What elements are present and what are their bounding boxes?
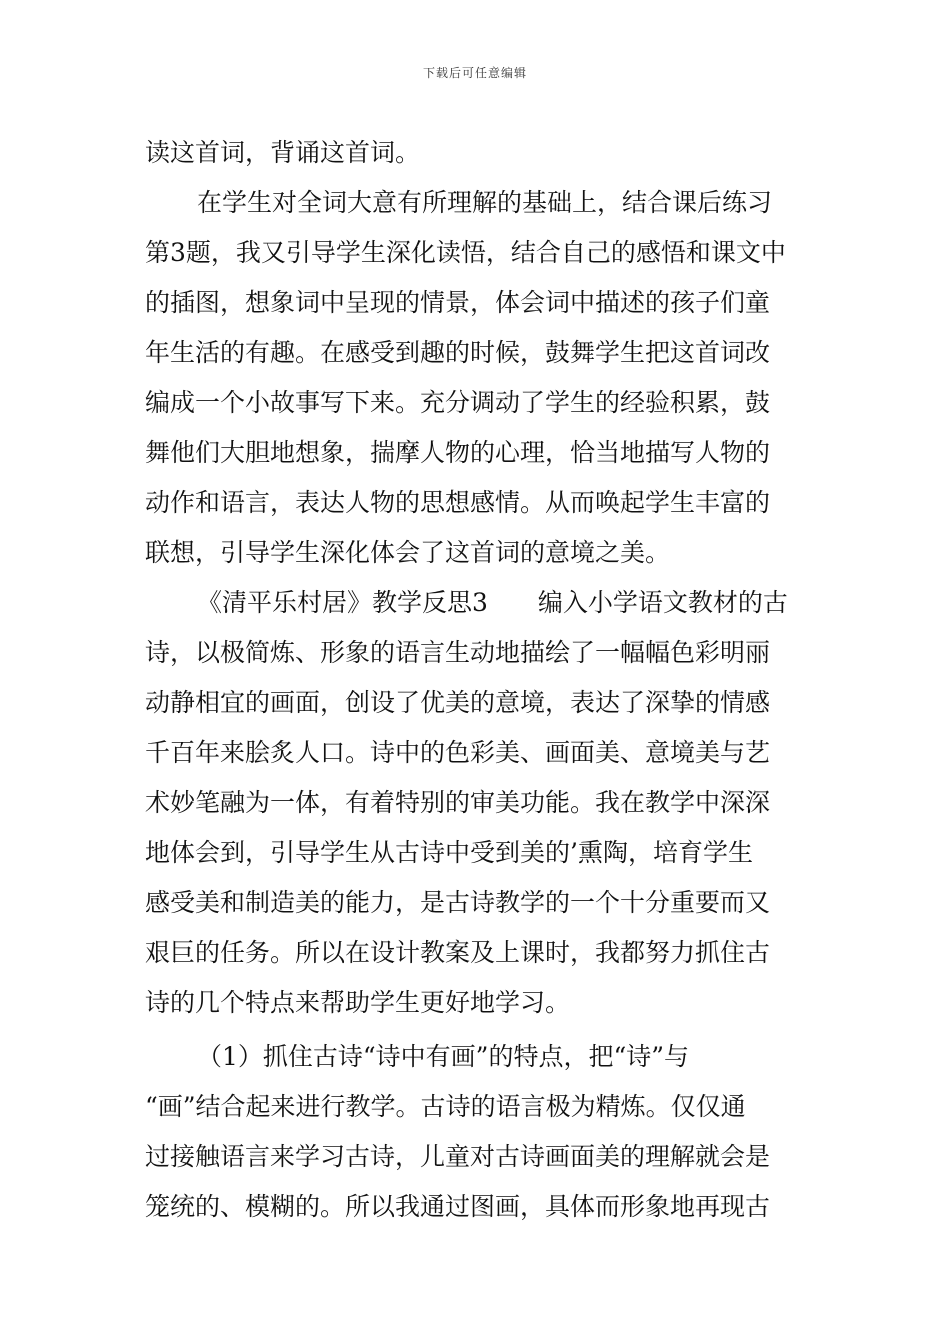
text-line: 第3题，我又引导学生深化读悟，结合自己的感悟和课文中 (145, 238, 786, 267)
text-line: 读这首词，背诵这首词。 (145, 138, 421, 167)
text-line: 编成一个小故事写下来。充分调动了学生的经验积累，鼓 (145, 388, 771, 417)
text-line: （1）抓住古诗“诗中有画”的特点，把“诗”与 (197, 1042, 690, 1071)
text-line: 动作和语言，表达人物的思想感情。从而唤起学生丰富的 (145, 488, 771, 517)
text-line: 的插图，想象词中呈现的情景，体会词中描述的孩子们童 (145, 288, 771, 317)
text-line: 联想，引导学生深化体会了这首词的意境之美。 (145, 538, 671, 567)
text-line: 在学生对全词大意有所理解的基础上，结合课后练习 (197, 188, 773, 217)
text-line: 感受美和制造美的能力，是古诗教学的一个十分重要而又 (145, 888, 771, 917)
text-line: 艰巨的任务。所以在设计教案及上课时，我都努力抓住古 (145, 938, 771, 967)
text-line: 诗，以极简炼、形象的语言生动地描绘了一幅幅色彩明丽 (145, 638, 771, 667)
text-line: 诗的几个特点来帮助学生更好地学习。 (145, 988, 571, 1017)
text-line: 动静相宜的画面，创设了优美的意境，表达了深挚的情感 (145, 688, 771, 717)
page-header: 下载后可任意编辑 (422, 66, 527, 80)
text-line: 年生活的有趣。在感受到趣的时候，鼓舞学生把这首词改 (145, 338, 771, 367)
text-line: 地体会到，引导学生从古诗中受到美的’熏陶，培育学生 (145, 838, 753, 867)
text-line: 术妙笔融为一体，有着特别的审美功能。我在教学中深深 (145, 788, 771, 817)
text-line: 舞他们大胆地想象，揣摩人物的心理，恰当地描写人物的 (145, 438, 771, 467)
text-line: 千百年来脍炙人口。诗中的色彩美、画面美、意境美与艺 (145, 738, 771, 767)
document-body (145, 128, 805, 1232)
text-line: 过接触语言来学习古诗，儿童对古诗画面美的理解就会是 (145, 1142, 771, 1171)
text-line: 《清平乐村居》教学反思3 编入小学语文教材的古 (197, 588, 788, 617)
text-line: “画”结合起来进行教学。古诗的语言极为精炼。仅仅通 (145, 1092, 746, 1121)
text-line: 笼统的、模糊的。所以我通过图画，具体而形象地再现古 (145, 1192, 771, 1221)
